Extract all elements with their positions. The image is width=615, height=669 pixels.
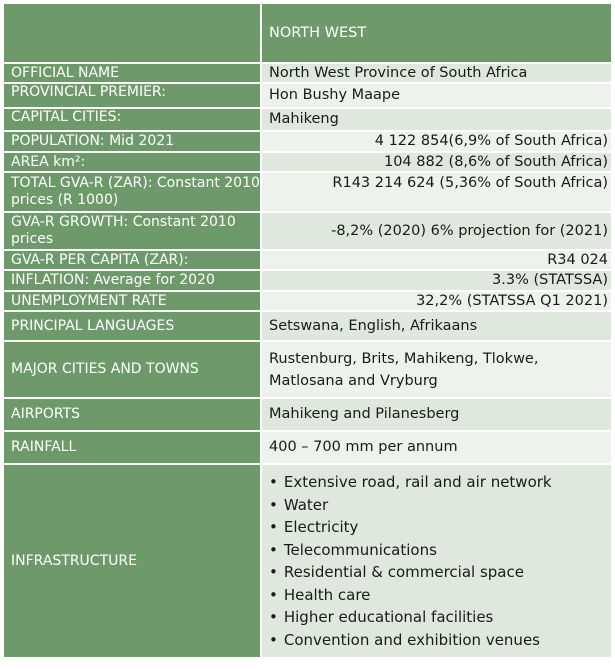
list-item: • Extensive road, rail and air network	[269, 471, 552, 494]
table-row	[4, 173, 611, 213]
province-fact-table	[4, 4, 611, 657]
list-item: • Health care	[269, 584, 552, 607]
row-value: 4 122 854(6,9% of South Africa)	[374, 133, 608, 149]
table-row	[4, 432, 611, 465]
row-value: -8,2% (2020) 6% projection for (2021)	[331, 222, 608, 239]
row-label: GVA-R GROWTH: Constant 2010 prices	[4, 213, 262, 249]
list-item: • Convention and exhibition venues	[269, 629, 552, 652]
table-row	[4, 84, 611, 109]
list-item: • Telecommunications	[269, 539, 552, 562]
row-label: POPULATION: Mid 2021	[4, 132, 262, 151]
row-label: INFLATION: Average for 2020	[4, 271, 262, 290]
infrastructure-list	[269, 471, 552, 651]
table-row	[4, 465, 611, 657]
row-label: PRINCIPAL LANGUAGES	[4, 312, 262, 340]
table-row	[4, 399, 611, 432]
row-value: Setswana, English, Afrikaans	[269, 317, 478, 334]
row-value: 104 882 (8,6% of South Africa)	[383, 153, 608, 170]
row-label: TOTAL GVA-R (ZAR): Constant 2010 prices (R 1000)	[4, 173, 262, 211]
row-label: INFRASTRUCTURE	[4, 465, 262, 657]
table-row	[4, 251, 611, 271]
row-value: R143 214 624 (5,36% of South Africa)	[332, 175, 608, 191]
table-row	[4, 292, 611, 312]
table-row	[4, 109, 611, 132]
row-label: RAINFALL	[4, 432, 262, 463]
row-value	[262, 465, 611, 657]
table-row	[4, 213, 611, 251]
list-item: • Water	[269, 494, 552, 517]
table-row	[4, 342, 611, 399]
row-label: GVA-R PER CAPITA (ZAR):	[4, 251, 262, 269]
table-row	[4, 132, 611, 153]
list-item: • Electricity	[269, 516, 552, 539]
table-row	[4, 64, 611, 84]
row-value: Rustenburg, Brits, Mahikeng, Tlokwe, Matlosana and Vryburg	[269, 350, 539, 389]
row-label: CAPITAL CITIES:	[4, 109, 262, 130]
header-blank-cell	[4, 4, 262, 62]
province-title: NORTH WEST	[262, 4, 611, 62]
row-label: AREA km²:	[4, 153, 262, 171]
table-row	[4, 312, 611, 342]
list-item: • Higher educational facilities	[269, 606, 552, 629]
row-label: UNEMPLOYMENT RATE	[4, 292, 262, 310]
table-row	[4, 153, 611, 173]
row-label: MAJOR CITIES AND TOWNS	[4, 342, 262, 397]
row-value: Hon Bushy Maape	[269, 87, 401, 103]
row-label: PROVINCIAL PREMIER:	[4, 84, 262, 107]
row-value: 400 – 700 mm per annum	[269, 439, 458, 455]
header-row	[4, 4, 611, 64]
row-value: 32,2% (STATSSA Q1 2021)	[416, 292, 608, 309]
row-label: AIRPORTS	[4, 399, 262, 430]
row-value: Mahikeng and Pilanesberg	[269, 406, 460, 422]
table-row	[4, 271, 611, 292]
row-value: North West Province of South Africa	[269, 64, 528, 81]
row-label: OFFICIAL NAME	[4, 64, 262, 82]
row-value: R34 024	[547, 251, 608, 268]
list-item: • Residential & commercial space	[269, 561, 552, 584]
row-value: Mahikeng	[269, 111, 339, 127]
row-value: 3.3% (STATSSA)	[492, 272, 608, 288]
